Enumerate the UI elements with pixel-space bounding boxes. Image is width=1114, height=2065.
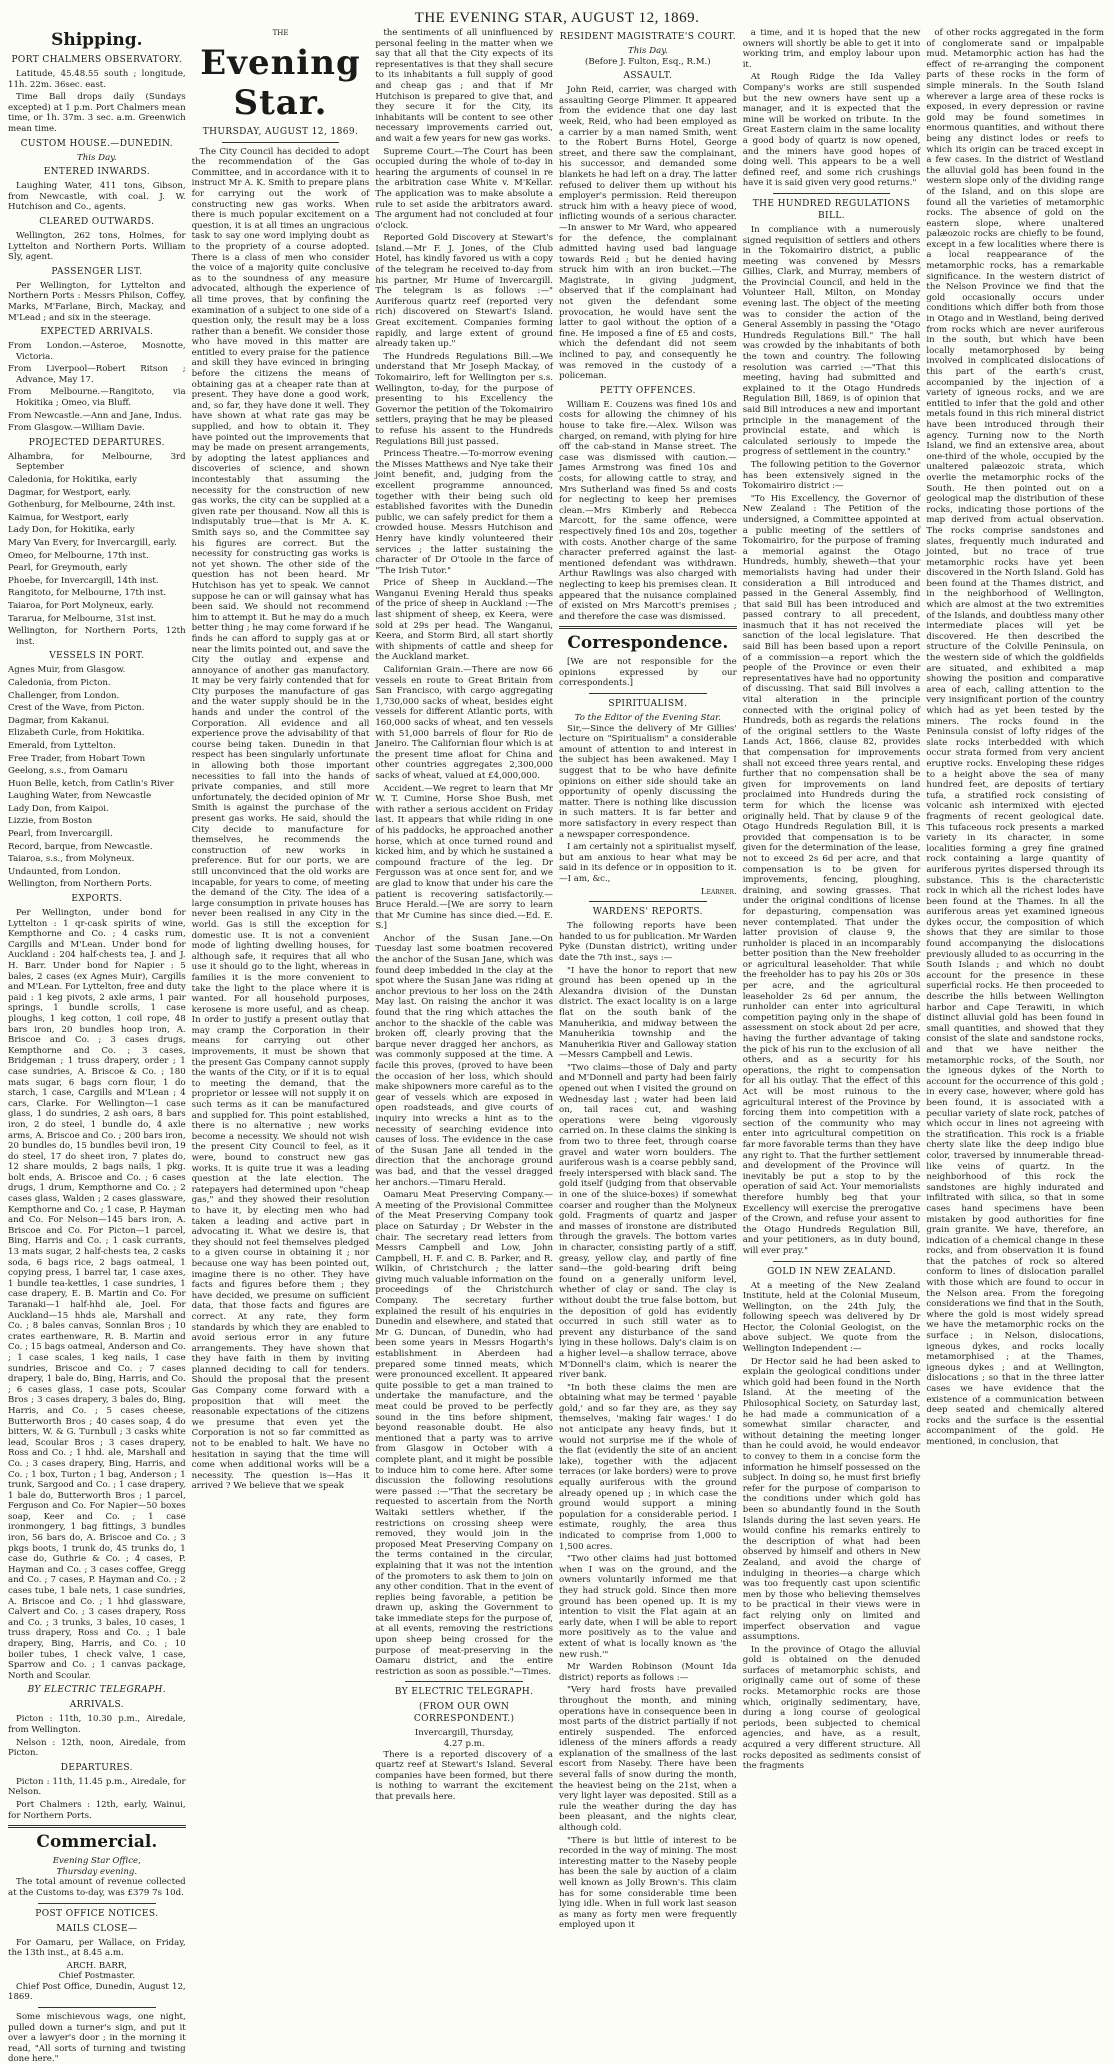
petty-text: William E. Couzens was fined 10s and costs for allowing the chimney of his house to take fire.—Alex. Wilson was charged, on remand, with plying for hire off the cab-stand in Manse street. The case was dismissed with caution.—James Armstrong was fined 10s and costs, for allowing cattle to stray, and Mrs Sutherland was fined 5s and costs for neglecting to keep her premises clean.—Mrs Kimberly and Rebecca Marcott, for the same offence, were respectively fined 10s and 20s, together with costs. Another charge of the same character preferred against the last-mentioned defendant was withdrawn. Arthur Rawlings was also charged with neglecting to keep his premises clean. It appeared that the nuisance complained of existed on Mrs Marcott's premises ; and therefore the case was dismissed.: [559, 399, 737, 622]
wags-anecdote: Some mischievous wags, one night, pulled down a turner's sign, and put it over a lawyer's door ; in the morning it read, "All sorts of turning and twisting done here.": [8, 2012, 186, 2065]
list-item: Geelong, s.s., from Oamaru: [8, 766, 128, 777]
list-item: From Melbourne.—Rangitoto, via Hokitika ; Omeo, via Bluff.: [8, 387, 186, 409]
projected-list: [8, 452, 186, 648]
news-items: [375, 28, 553, 1677]
divider: [38, 2007, 156, 2008]
projected-heading: PROJECTED DEPARTURES.: [28, 437, 165, 448]
commercial-title: Commercial.: [36, 1832, 158, 1853]
divider: [773, 193, 891, 194]
expected-heading: EXPECTED ARRIVALS.: [40, 327, 154, 338]
list-item: Taiaroa, for Port Molyneux, early.: [8, 600, 154, 611]
list-item: Omeo, for Melbourne, 17th inst.: [8, 550, 149, 561]
post-office-date: Chief Post Office, Dunedin, August 12, 1869.: [8, 1981, 186, 2003]
spiritualism-text-2: I am certainly not a spiritualist myself, but am anxious to hear what may be said in its defence or in opposition to it.—I am, &c.,: [559, 842, 737, 884]
exports-heading: EXPORTS.: [71, 894, 123, 905]
paragraph: Price of Sheep in Auckland.—The Wanganui Evening Herald thus speaks of the price of sheep in Auckland :—The last shipment of sheep, ex Keera, were sold at 29s per head. The Wanganui, Keera, and Storm Bird, all start shortly with shipments of cattle and sheep for the Auckland market.: [375, 578, 554, 663]
star-date: Thursday evening.: [56, 1866, 138, 1877]
time-ball-text: Time Ball drops daily (Sundays excepted) at 1 p.m. Port Chalmers mean time, or 1h. 37m. 3 sec. a.m. Greenwich mean time.: [8, 92, 186, 134]
paragraph: Californian Grain.—There are now 66 vessels en route to Great Britain from San Francisco, with cargo aggregating 1,730,000 sacks of wheat, besides eight vessels for different Atlantic ports, with 160,000 sacks of wheat, and ten vessels with 51,000 barrels of flour for Rio de Janeiro. The Californian flour which is at the present time afloat for China and other countries aggregates 2,300,000 sacks of wheat, valued at £4,000,000.: [375, 665, 554, 781]
list-item: Dagmar, from Kakanui.: [8, 715, 110, 726]
court-before: (Before J. Fulton, Esq., R.M.): [585, 56, 711, 67]
column-6: [926, 28, 1104, 1538]
column-5: [742, 28, 921, 1772]
hundred-text: [743, 225, 921, 1257]
paragraph: Princess Theatre.—To-morrow evening the Misses Matthews and Nye take their joint benefit, and, judging from the excellent programme announced, together with their being such old established favorites with the Dunedin public, we can safely predict for them a crowded house. Messrs Hutchison and Henry have kindly volunteered their services ; the latter sustaining the character of Dr O'toole in the farce of "The Irish Tutor.": [375, 449, 554, 576]
hundred-heading: THE HUNDRED REGULATIONS BILL.: [752, 198, 911, 221]
paragraph: In the province of Otago the alluvial gold is obtained on the denuded surfaces of metamorphic schists, and originally came out of some of these rocks. Metamorphic rocks are those which, originally sedimentary, have, during a long course of geological periods, been subjected to chemical agencies, and have, as a result, acquired a very different structure. All rocks deposited as sediments consist of the fragments: [742, 1644, 921, 1772]
telegraph-text: There is a reported discovery of a quartz reef at Stewart's Island. Several companies have been formed, but there is nothing to warrant the excitement that prevails here.: [375, 1749, 554, 1802]
paragraph: the sentiments of all uninfluenced by personal feeling in the matter when we say that all that the City expects of its representatives is that they shall secure to its inhabitants a full supply of good and cheap gas ; and that if Mr Hutchison is prepared to give that, and they secure it for the City, its inhabitants will be content to see other necessary improvements carried out, and wait a few years for new gas works.: [375, 28, 554, 144]
paragraph: The City Council has decided to adopt the recommendation of the Gas Committee, and in accordance with it to instruct Mr A. K. Smith to prepare plans for carrying out the work of constructing new gas works. When there is much popular excitement on a question, it is at all times an ungracious task to say one word implying doubt as to the propriety of a course adopted. There is a class of men who consider the voice of a majority quite conclusive as to the soundness of any measure advocated, although the experience of all time proves, that by confining the examination of a subject to one side of a question only, the result may be a loss rather than a benefit. We consider those who have moved in this matter are entitled to every praise for the patience and skill they have evinced in bringing before the citizens the means of obtaining gas at a cheaper rate than at present. They have done a good work, and, so far, they have done it well. They have shown at what rate gas may be supplied, and how to obtain it. They have pointed out the improvements that may be made on present arrangements, by adopting the latest appliances and discoveries of science, and shown incontestably that assuming the necessity for the construction of new gas works, the city can be supplied at a given rate per thousand. Now all this is indisputably true—that is Mr A. K. Smith says so, and the Committee say his figures are correct. But the necessity for constructing gas works is not yet shown. The other side of the question has not been heard. Mr Hutchison has yet to speak. We cannot suppose he can or will gainsay what has been said. We should not recommend him to attempt it. But he may do a much better thing ; he may come forward if he finds he can afford to supply gas at or near the limits pointed out, and save the City the outlay and expense and annoyance of another gas manufactory. It may be very fairly contended that for City purposes the manufacture of gas and the water supply should be in the hands and under the control of the Corporation. All evidence and all experience prove the advisability of that course being taken. Dunedin in that respect has been singularly unfortunate in allowing both those important necessities to fall into the hands of private companies, and still more unfortunately, the decided opinion of Mr Smith is against the purchase of the present gas works. He said, should the City decide to manufacture for themselves, he recommends the construction of new works in preference. But for our ports, we are still unconvinced that the old works are incapable, for years to come, of meeting the demand of the City. The idea of a large consumption in private houses has never been realised in any City in the world. Gas is still the exception for domestic use. It is not a convenient mode of lighting dwelling houses, for although safe, it requires that all who use it should go to the light, whereas in families it is the more convenient to take the light to the place where it is wanted. For all household purposes, kerosene is more useful, and as cheap. In order to justify a present outlay that may cramp the Corporation in their means for carrying out other improvements, it must be shown that the present Gas Company cannot supply the wants of the City, or if it is to equal to meeting the demand, that the proprietor or lessee will not supply it on such terms as it can be manufactured and supplied for. This point established, there is no alternative ; new works become a necessity. We should not wish the present City Council to feel, as it were, bound to construct new gas works. It is quite true it was a leading question at the late election. The ratepayers had determined upon "cheap gas," and they showed their resolution to have it, by electing men who had taken a leading and active part in advocating it. What we desire is, that they should not feel themselves pledged to a given course in obtaining it ; nor because one way has been pointed out, imagine there is no other. They have facts and figures before them ; they have decided, we presume on sufficient data, that those facts and figures are correct. At any rate, they form standards by which they are enabled to avoid serious error in any future arrangements. They have shown that they have faith in them by inviting planned deciding to call for tenders. Should the proposal that the present Gas Company come forward with a proposition that will meet the reasonable expectations of the citizens we presume that even yet the Corporation is not so far committed as not to be enabled to halt. We have no hesitation in saying that the time will come when additional works will be a necessity. The question is—Has it arrived ? We believe that we speak: [191, 146, 370, 1492]
mails-text: For Oamaru, per Wallace, on Friday, the 13th inst., at 8.45 a.m.: [8, 1937, 186, 1959]
column-1: [8, 28, 186, 2065]
vessels-list: [8, 665, 186, 890]
entered-heading: ENTERED INWARDS.: [43, 167, 150, 178]
telegraph-time: 4.27 p.m.: [443, 1739, 485, 1750]
list-item: Record, barque, from Newcastle.: [8, 841, 153, 852]
paragraph: At a meeting of the New Zealand Institute, held at the Colonial Museum, Wellington, on the 24th July, the following speech was delivered by Dr Hector, the Colonial Geologist, on the above subject. We quote from the Wellington Independent :—: [742, 1280, 921, 1355]
divider: [589, 693, 707, 694]
list-item: Elizabeth Curle, from Hokitika.: [8, 728, 145, 739]
paragraph: Supreme Court.—The Court has been occupied during the whole of to-day in hearing the arguments of counsel in re the arbitration case White v. M'Kellar. The application was to make absolute a rule to set aside the arbitrators award. The argument had not concluded at four o'clock.: [375, 146, 554, 231]
list-item: Alhambra, for Melbourne, 3rd September: [8, 451, 186, 473]
paragraph: At Rough Ridge the Ida Valley Company's works are still suspended but the new owners have sent up a manager, and it is expected that the mine will be worked on tribute. In the Great Eastern claim in the same locality a good body of quartz is now opened, and the miners have good hopes of doing well. This appears to be a well defined reef, and some rich crushings have it is said given very good returns.": [742, 72, 921, 189]
correspondent-note: (FROM OUR OWN CORRESPONDENT.): [413, 1702, 515, 1725]
list-item: Dagmar, for Westport, early.: [8, 487, 131, 498]
expected-list: [8, 341, 186, 434]
postmaster-title: Chief Postmaster.: [58, 1971, 136, 1982]
telegraph-heading: BY ELECTRIC TELEGRAPH.: [27, 1685, 167, 1696]
exports-text: Per Wellington, under bond for Lyttelton : 1 qr-cask spirits of wine, Kempthorne and Co. ; 4 casks rum, Cargills and M'Lean. Under bond for Auckland : 204 half-chests tea, J. and J. H. Barr. Under bond for Napier : 5 bales, 2 cases (ex Agnes Muir), Cargills and M'Lean. For Lyttelton, free and duty paid : 1 keg pivots, 2 axle arms, 1 pair springs, 1 bundle scrolls, 1 case ploughs, 1 keg cotton, 1 coil rope, 48 bars iron, 20 bundles hoop iron, A. Briscoe and Co. ; 3 cases drugs, Kempthorne and Co. ; 3 cases, Bridgeman ; 1 truss drapery, order ; 1 case sundries, A. Briscoe & Co. ; 180 mats sugar, 6 bags corn flour, 1 do starch, 1 case, Cargills and M'Lean ; 4 cars, Clarke. For Wellington—1 case glass, 1 do sundries, 2 ash oars, 8 bars iron, 2 do steel, 1 bundle do, 4 axle arms, A. Briscoe and Co. ; 200 bars iron, 20 bundles do, 15 bundles bevil iron, 19 do steel, 17 do sheet iron, 7 plates do, 12 share moulds, 2 bags nails, 1 pkg. bolt ends, A. Briscoe and Co. ; 6 cases drugs, 1 drum, Kempthorne and Co. ; 2 cases glass, Walden ; 2 cases glassware, Kempthorne and Co. ; 1 case, P. Hayman and Co. For Nelson—145 bars iron, A. Briscoe and Co. For Picton—1 parcel, Bing, Harris and Co. ; 1 cask currants, 13 mats sugar, 2 half-chests tea, 2 casks soda, 6 bags rice, 2 bags oatmeal, 1 copying press, 1 barrel tar, 1 case axes, 1 bundle tea-kettles, 1 case sundries, 1 case drapery, E. B. Martin and Co. For Taranaki—1 half-hhd ale, Joel. For Auckland—15 hhds ale, Marshall and Co. ; 8 bales canvas, Sonnlan Bros ; 10 crates earthenware, R. B. Martin and Co. ; 15 bags oatmeal, Anderson and Co. ; 1 case scales, 1 keg nails, 1 case sundries, Briscoe and Co. ; 7 cases drapery, 1 bale do, Bing, Harris, and Co. ; 6 cases glass, 1 case pots, Scoular Bros ; 3 cases drapery, 3 bales do, Bing, Harris, and Co. ; 5 cases cheese, Butterworth Bros ; 40 cases soap, 4 do bitters, W. & G. Turnbull ; 3 casks white lead, Scoular Bros ; 3 cases drapery, Ross and Co. ; 1 hhd. ale, Marshall and Co. ; 3 cases drapery, Bing, Harris, and Co. ; 1 box, Turton ; 1 bag, Anderson ; 1 trunk, Sargood and Co. ; 1 case drapery, 1 bale do, Butterworth Bros ; 1 parcel, Ferguson and Co. For Napier—50 boxes soap, Keer and Co. ; 1 case ironmongery, 1 bag fittings, 3 bundles iron, 56 bars do, A. Briscoe and Co. ; 3 pkgs boots, 1 trunk do, 45 trunks do, 1 case do, Guthrie & Co. ; 4 cases, P. Hayman and Co. ; 3 cases coffee, Gregg and Co. ; 7 cases, P. Hayman and Co. ; 2 cases tube, 1 bale nets, 1 case sundries, A. Briscoe and Co. ; 1 hhd glassware, Calvert and Co. ; 3 cases drapery, Ross and Co. ; 3 trunks, 3 bales, 10 cases, 1 truss drapery, Ross and Co. ; 1 bale drapery, Bing, Harris, and Co. ; 10 boiler tubes, 1 check valve, 1 case, Sparrow and Co. ; 1 canvas package, North and Scoular.: [8, 908, 186, 1681]
list-item: From London.—Asteroe, Mosnotte, Victoria.: [8, 341, 186, 362]
masthead-the: THE: [272, 29, 289, 37]
list-item: Pearl, from Invercargill.: [8, 829, 113, 840]
list-item: Challenger, from London.: [8, 690, 120, 701]
assault-heading: ASSAULT.: [623, 71, 673, 82]
divider: [38, 1903, 156, 1904]
observatory-heading: PORT CHALMERS OBSERVATORY.: [11, 55, 183, 65]
divider: [222, 142, 340, 143]
this-day: This Day.: [77, 152, 117, 163]
paragraph: of other rocks aggregated in the form of conglomerate sand or impalpable mud. Metamorphic action has had the effect of re-arranging the component parts of these rocks in the form of simple minerals. In the South Island wherever a large area of these rocks is exposed, in every depression or ravine gold may be found sometimes in enormous quantities, and without there being any distinct lodes or reefs to which its origin can be traced except in a few cases. In the district of Westland the alluvial gold has been found in the western slope only of the dividing range of the Island, and on this slope are found all the varieties of metamorphic rocks. The absence of gold on the eastern slope, where unaltered palæozoic rocks are chiefly to be found, except in a few localities where there is a local reappearance of the metamorphic rocks, has a remarkable significance. In the western district of the Nelson Province we find that the gold occasionally occurs under conditions which differ both from those in Otago and in Westland, being derived from rocks which are never auriferous in the south, but which have been locally metamorphosed by being involved in complicated dislocations of this part of the earth's crust, accompanied by the injection of a variety of igneous rocks, and we are entitled to infer that the gold and other metals found in this rich mineral district have been introduced through their agency. Turning now to the North Island, we find an extensive area, about one-third of the whole, occupied by the unaltered palæozoic strata, which overlie the metamorphic rocks of the South. He then pointed out on a geological map the distribution of these rocks, indicating those portions of the map derived from actual observation. The rocks comprise sandstones and slates, frequently much indurated and jointed, but no trace of true metamorphic rocks have yet been discovered in the North Island. Gold has been found at the Thames district, and in the neighborhood of Wellington, which are almost at the two extremities of the Islands, and doubtless many other intermediate places will yet be discovered. He then described the structure of the Colville Peninsula, on the western side of which the goldfields are situated, and exhibited a map showing the position and comparative area of each, calling attention to the very insignificant portion of the country which had as yet been tested by the miners. The rocks found in the Peninsula consist of lofty ridges of the slate rocks interbedded with which occur strata formed from very ancient eruptive rocks. Enveloping these ridges to a height above the sea of many hundred feet, are deposits of tertiary tufa, a stratified rock consisting of volcanic ash intermixed with ejected fragments of recent geological date. This tufaceous rock presents a marked variety in its character, in some localities forming a grey fine grained rock containing a large quantity of auriferous pyrites dispersed through its substance. This is the characteristic rock in which all the richest lodes have been found at the Thames. In all the auriferous areas yet examined igneous dykes occur, the composition of which shows that they are similar to those found accompanying the dislocations previously alluded to as occurring in the South Islands ; and which no doubt account for the presence in these superficial rocks. He then proceeded to describe the hills between Wellington harbor and Cape Terawiti, in which distinct alluvial gold has been found in small quantities, and showed that they consist of the slate and sandstone rocks, and that we have neither the metamorphic rocks, of the South, nor the igneous dykes of the North to account for the occurrence of this gold ; in every case, however, where gold has been found, it is associated with a peculiar variety of slate rock, patches of which occur in lines not agreeing with the stratification. This rock is a friable cherty slate like the deep indigo blue color, traversed by innumerable thread-like veins of quartz. In the neighborhood of this rock the sandstones are highly indurated and infiltrated with silica, so that in some cases hand specimens have been mistaken by good authorities for fine grain granite. We have, therefore, an indication of a chemical change in these rocks, and from observation it is found that the patches of rock so altered conform to lines of dislocation parallel with those which are found to occur in the Nelson area. From the foregoing considerations we find that in the South, where the gold is most widely spread we have the metamorphic rocks on the surface ; in Nelson, dislocations, igneous dykes, and rocks locally metamorphised ; at the Thames, igneous dykes ; and at Wellington, dislocations ; so that in the three latter cases we have evidence that the existence of a communication between deep seated and chemically altered rocks and the surface is the essential accompaniment of the gold. He mentioned, in conclusion, that: [926, 28, 1105, 1447]
assault-text: John Reid, carrier, was charged with assaulting George Plimmer. It appeared from the evidence that one day last week, Reid, who had been employed as a carrier by a man named Smith, went to the Robert Burns Hotel, George street, and there saw the complainant, his successor, and demanded some blankets he had left on a dray. The latter refused to deliver them up without his employer's permission. Reid thereupon struck him with a heavy piece of wood, inflicting wounds of a serious character.—In answer to Mr Ward, who appeared for the defence, the complainant admitted having used bad language towards Reid ; but he denied having struck him with an iron bucket.—The Magistrate, in giving judgment, observed that if the complainant had not given the defendant some provocation, he would have sent the latter to gaol without the option of a fine. He imposed a fine of £5 and costs, which the defendant did not seem inclined to pay, and consequently he was removed in the custody of a policeman.: [559, 85, 737, 382]
cleared-heading: CLEARED OUTWARDS.: [39, 216, 155, 227]
postmaster-name: ARCH. BARR,: [66, 1960, 128, 1971]
masthead-title: Evening Star.: [200, 42, 361, 123]
passenger-text: Per Wellington, for Lyttelton and Northern Ports : Messrs Philson, Coffey, Marks, M'Farlane, Birch, Mackay, and M'Lead ; and six in the steerage.: [8, 280, 186, 323]
star-office: Evening Star Office,: [52, 1856, 141, 1867]
paragraph: Reported Gold Discovery at Stewart's Island.—Mr F. J. Jones, of the Club Hotel, has kindly favored us with a copy of the telegram he received to-day from his partner, Mr Hume of Invercargill. The telegram is as follows :—" Auriferous quartz reef (reported very rich) discovered on Stewart's Island. Great excitement. Companies forming rapidly, and large extent of ground already taken up.": [375, 233, 554, 350]
list-item: Huon Belle, ketch, from Catlin's River: [8, 778, 174, 789]
passenger-heading: PASSENGER LIST.: [51, 266, 143, 277]
court-heading: RESIDENT MAGISTRATE'S COURT.: [559, 32, 736, 42]
wardens-heading: WARDENS' REPORTS.: [592, 907, 703, 918]
list-item: Mary Van Every, for Invercargill, early.: [8, 538, 177, 548]
list-item: Free Trader, from Hobart Town: [8, 753, 146, 764]
spiritualism-heading: SPIRITUALISM.: [608, 699, 688, 710]
paragraph: "Two claims—those of Daly and party and M'Donnell and party had been fairly opened out when I visited the ground on Wednesday last ; water had been laid on, tail races cut, and washing operations were being vigorously carried on. In these claims the sinking is from two to three feet, through coarse gravel and water worn boulders. The auriferous wash is a coarse pebbly sand, freely interspersed with black sand. The gold itself (judging from that observable in one of the sluice-boxes) if somewhat coarser and rougher than the Molyneux gold. Fragments of quartz and jasper and masses of ironstone are distributed through the gravels. The bottom varies in character, consisting partly of a stiff, greasy, yellow clay, and partly of fine sand—the gold-bearing drift being found on a generally uniform level, whether of clay or sand. The clay is without doubt the true false bottom, but the deposition of gold has evidently occurred in such still water as to prevent any disturbance of the sand lying in these hollows. Daly's claim is on a higher level—a shallow terrace, above M'Donnell's claim, which is nearer the river bank.: [559, 1062, 737, 1381]
list-item: Kaimua, for Westport, early: [8, 512, 129, 523]
paragraph: "Very hard frosts have prevailed throughout the month, and mining operations have in consequence been in most parts of the district partially if not entirely suspended. The enforced idleness of the miners affords a ready explanation of the smallness of the last escort from Naseby. There have been several falls of snow during the month, the heaviest being on the 21st, when a very light layer was deposited. Still as a rule the weather during the day has been pleasant, and the nights clear, although cold.: [559, 1685, 737, 1834]
list-item: Phoebe, for Invercargill, 14th inst.: [8, 575, 159, 586]
list-item: Wellington, from Northern Ports.: [8, 879, 153, 890]
list-item: Gothenburg, for Melbourne, 24th inst.: [8, 500, 176, 511]
entered-text: Laughing Water, 411 tons, Gibson, from Newcastle, with coal. J. W. Hutchison and Co., agents.: [8, 181, 186, 213]
list-item: Lizzie, from Boston: [8, 816, 93, 827]
list-item: From Glasgow.—William Davie.: [8, 423, 145, 434]
paragraph: "There is but little of interest to be recorded in the way of mining. The most interesting matter to the Naseby people has been the sale by auction of a claim well known as Jolly Brown's. This claim has for some considerable time been lying idle. When in full work last season as many as forty men were frequently employed upon it: [559, 1835, 737, 1931]
arrivals-heading: ARRIVALS.: [69, 1700, 124, 1711]
column-2: [192, 28, 370, 1538]
list-item: Undaunted, from London.: [8, 866, 121, 877]
to-editor: To the Editor of the Evening Star.: [574, 713, 721, 724]
editorial: [192, 147, 370, 1492]
paragraph: In compliance with a numerously signed requisition of settlers and others in the Tokomairiro district, a public meeting was convened by Messrs Gillies, Clark, and Murray, members of the Provincial Council, and held in the Volunteer Hall, Milton, on Monday evening last. The object of the meeting was to consider the action of the General Assembly in passing the "Otago Hundreds Regulations Bill." The hall was crowded by the inhabitants of both the town and country. The following resolution was carried :—"That this meeting, having had submitted and explained to it the Otago Hundreds Regulation Bill, 1869, is of opinion that said Bill introduces a new and important principle in the management of the provincial estate, and which is calculated seriously to impede the progress of settlement in the country.": [742, 224, 921, 458]
paragraph: Anchor of the Susan Jane.—On Tuesday last some boatmen recovered the anchor of the Susan Jane, which was found deep imbedded in the clay at the spot where the Susan Jane was riding at anchor previous to her loss on the 24th May last. On raising the anchor it was found that the ring which attaches the anchor to the shackle of the cable was broken off, clearly proving that the barque never dragged her anchors, as was commonly supposed at the time. A facile this proves, (proved to have been the occasion of her loss, which should make shipowners more careful as to the gear of vessels which are exposed in open roadsteads, and give courts of inquiry into wrecks a hint as to the necessity of searching evidence into causes of loss. The evidence in the case of the Susan Jane all tended in the direction that the anchorage ground was bad, and that the vessel dragged her anchors.—Timaru Herald.: [375, 933, 554, 1188]
customs-heading: CUSTOM HOUSE.—DUNEDIN.: [20, 138, 174, 149]
paragraph: "Two other claims had just bottomed when I was on the ground, and the owners voluntarily informed me that they had struck gold. Since then more ground has been opened up. It is my intention to visit the Flat again at an early date, when I will be able to report more positively as to the value and extent of what is locally known as 'the new rush.'": [559, 1554, 737, 1660]
divider: [405, 1681, 523, 1682]
correspondence-note: [We are not responsible for the opinions expressed by our correspondents.]: [559, 657, 737, 689]
paragraph: Mr Warden Robinson (Mount Ida district) reports as follows :—: [559, 1662, 737, 1683]
court-this-day: This Day.: [628, 46, 668, 56]
list-item: From Liverpool—Robert Ritson ; Advance, May 17.: [8, 364, 186, 385]
post-office-heading: POST OFFICE NOTICES.: [35, 1908, 159, 1919]
list-item: Rangitoto, for Melbourne, 17th inst.: [8, 588, 167, 599]
petty-heading: PETTY OFFENCES.: [599, 385, 696, 396]
column-3: [375, 28, 554, 1802]
list-item: Emerald, from Lyttelton.: [8, 740, 116, 751]
paragraph: a time, and it is hoped that the new owners will shortly be able to get it into working trim, and employ labour upon it.: [742, 28, 921, 70]
list-item: Wellington, for Northern Ports, 12th inst.: [8, 626, 186, 647]
divider: [589, 901, 707, 902]
arrivals-text: Picton : 11th, 10.30 p.m., Airedale, from Wellington.: [8, 1714, 186, 1735]
correspondence-title: Correspondence.: [567, 633, 729, 654]
masthead-date: THURSDAY, AUGUST 12, 1869.: [202, 126, 359, 137]
paragraph: The following petition to the Governor has been extensively signed in the Tokomairiro district :—: [742, 459, 921, 492]
paragraph: "I have the honor to report that new ground has been opened up in the Alexandra division of the Dunstan district. The exact locality is on a large flat on the south bank of the Manuherikia, and midway between the Manuherikia township and the Manuherikia River and Galloway station—Messrs Campbell and Lewis.: [559, 965, 737, 1061]
gold-heading: GOLD IN NEW ZEALAND.: [767, 1266, 896, 1277]
list-item: Taiaroa, s.s., from Molyneux.: [8, 854, 135, 865]
list-item: Lady Don, for Hokitika, early: [8, 525, 135, 536]
list-item: Pearl, for Greymouth, early: [8, 563, 128, 574]
spiritualism-text: Sir,—Since the delivery of Mr Gillies' lecture on "Spiritualism" a considerable amount of attention to and interest in the subject has been awakened. May I suggest that to be who have definite opinions on either side should take an opportunity of openly discussing the matter. There is nothing like discussion in such matters. It is far better and more satisfactory in every respect than a newspaper correspondence.: [559, 723, 737, 840]
paragraph: The Hundreds Regulations Bill.—We understand that Mr Joseph Mackay, of Tokomairiro, left for Wellington per s.s. Wellington, to-day, for the purpose of presenting to his Excellency the Governor the petition of the Tokomairiro settlers, praying that he may be pleased to refuse his assent to the Hundreds Regulations Bill just passed.: [375, 351, 554, 447]
observatory-text: Latitude, 45.48.55 south ; longitude, 11h. 22m. 36sec. east.: [8, 69, 186, 90]
departures-text: Picton : 11th, 11.45 p.m., Airedale, for Nelson.: [8, 1776, 186, 1798]
paragraph: "To His Excellency, the Governor of New Zealand : The Petition of the undersigned, a Committee appointed at a public meeting of the settlers of Tokomairiro, for the purpose of framing a memorial against the Otago Hundreds, humbly, sheweth—that your memorialists having had under their consideration a Bill introduced and passed in the General Assembly, find that said Bill has been introduced and passed contrary to all precedent, inasmuch that it has not received the sanction of the local legislature. That said Bill has been based upon a report of a commission—a report which the people of the Province or even their representatives have had no opportunity of discussing. That said Bill involves a vital alteration in the principle connected with the original policy of Hundreds, both as regards the relations of the original settlers to the Waste Lands Act, 1866, clause 82, provides that compensation for improvements shall not exceed three years rental, and further that no compensation shall be given for improvements on land proclaimed into Hundreds during the term for which the license was originally held. That by clause 9 of the Otago Hundreds Regulation Bill, it is provided that compensation is to be given for the determination of the lease, not to exceed 2s 6d per acre, and that compensation is to be given for improvements, fencing, ploughing, draining, and sowing grasses. That under the original conditions of license for depasturing, compensation was never contemplated. That under the latter provision of clause 9, the runholder is placed in an incomparably better position than the New freeholder or agricultural leaseholder. That while the freeholder has to pay his 20s or 30s per acre, and the agricultural leaseholder 2s 6d per annum, the runholder can enter into agricultural competition paying only in the shape of assessment on stock about 2d per acre, having the further advantage of taking the pick of his run to the exclusion of all others, and as a security for his operations, the right to compensation for all his outlay. That the effect of this Act will be most ruinous to the agricultural interest of the Province by forcing them into competition with a section of the community who may enter into agricultural competition on far more favorable terms than they have any right to. That the further settlement and development of the Province will inevitably be put a stop to by the operation of said Act. Your memorialists therefore humbly beg that your Excellency will exercise the prerogative of the Crown, and refuse your assent to the Otago Hundreds Regulation Bill, and your petitioners, as in duty bound, will ever pray.": [742, 493, 921, 1256]
paragraph: Dr Hector said he had been asked to explain the geological conditions under which gold had been found in the North Island. At the meeting of the Philosophical Society, on Saturday last, he had made a communication of a somewhat similar character, and without detaining the meeting longer than he could avoid, he would endeavor to convey to them in a concise form the information he himself possessed on the subject. In doing so, he must first briefly refer for the purpose of comparison to the conditions under which gold has been so abundantly found in the South Islands during the last seven years. He would confine his remarks entirely to the description of what had been observed by himself and others in New Zealand, and avoid the charge of indulging in theories—a charge which was too frequently cast upon scientific men by those who believing themselves to be practical in their views were in fact relying only on limited and imperfect observation and vague assumptions.: [742, 1356, 921, 1643]
telegraph-place: Invercargill, Thursday,: [414, 1728, 514, 1739]
list-item: Caledonia, from Picton.: [8, 677, 111, 688]
departures-heading: DEPARTURES.: [60, 1762, 133, 1773]
mails-close: MAILS CLOSE—: [56, 1923, 138, 1934]
divider: [8, 1825, 186, 1828]
list-item: Caledonia, for Hokitika, early: [8, 475, 137, 486]
shipping-title: Shipping.: [51, 30, 143, 50]
customs-revenue: The total amount of revenue collected at the Customs to-day, was £379 7s 10d.: [8, 1877, 186, 1898]
wardens-reports: [559, 966, 737, 1931]
list-item: Agnes Muir, from Glasgow.: [8, 665, 126, 676]
paragraph: "In both these claims the men are obtaining what may be termed ' payable gold,' and so far they are, as they say themselves, 'making fair wages.' I do not anticipate any heavy finds, but it would not surprise me if the whole of the flat (evidently the site of an ancient lake), together with the adjacent terraces (or lake borders) were to prove equally auriferous with the ground already opened up ; in which case the ground would support a mining population for a considerable period. I estimate, roughly, the area thus indicated to comprise from 1,000 to 1,500 acres.: [559, 1382, 737, 1552]
gold-continued: [926, 28, 1104, 1448]
wardens-continued: [743, 28, 921, 189]
spiritualism-signature: Learner.: [700, 886, 737, 897]
list-item: Crest of the Wave, from Picton.: [8, 703, 145, 714]
list-item: From Newcastle.—Ann and Jane, Indus.: [8, 410, 182, 421]
cleared-text: Wellington, 262 tons, Holmes, for Lyttelton and Northern Ports. William Sly, agent.: [8, 230, 186, 263]
paragraph: Oamaru Meat Preserving Company.—A meeting of the Provisional Committee of the Meat Preserving Company took place on Saturday ; Dr Webster in the chair. The secretary read letters from Messrs Campbell and Low, John Campbell, H. F. and C. B. Parker, and R. Wilkin, of Christchurch ; the latter giving much valuable information on the proceedings of the Christchurch Company. The secretary further explained the result of his enquiries in Dunedin and elsewhere, and stated that Mr G. Duncan, of Dunedin, who had been some years in Messrs Hogarth's establishment in Aberdeen had prepared some tinned meats, which were pronounced excellent. It appeared quite possible to get a man trained to undertake the manufacture, and the meat could be proved to be perfectly sound in the tins before shipment, beyond reasonable doubt. He also mentioned that a party was to arrive from Glasgow in October with a complete plant, and it might be possible to induce him to come here. After some discussion the following resolutions were passed :—"That the secretary be requested to ascertain from the North Waitaki settlers whether, if the restrictions on crossing sheep were removed, they would join in the proposed Meat Preserving Company on the terms contained in the circular, explaining that it was not the intention of the promoters to ask them to join on any other condition. That in the event of replies being favorable, a petition be drawn up, asking the Government to take immediate steps for the purpose of, at all events, removing the restrictions upon sheep being crossed for the purpose of meat-preserving in the Oamaru district, and the entire restriction as soon as possible."—Times.: [375, 1190, 554, 1677]
divider: [773, 1261, 891, 1262]
divider: [559, 626, 737, 629]
arrivals-text-2: Nelson : 12th, noon, Airedale, from Picton.: [8, 1737, 186, 1759]
list-item: Lady Don, from Kaipoi.: [8, 803, 109, 814]
column-4: [559, 28, 737, 1931]
vessels-heading: VESSELS IN PORT.: [49, 651, 145, 662]
list-item: Tararua, for Melbourne, 31st inst.: [8, 613, 157, 624]
gold-text: [743, 1281, 921, 1772]
paragraph: Accident.—We regret to learn that Mr W. T. Cumine, Horse Shoe Bush, met with rather a serious accident on Friday last. It appears that while riding in one of his paddocks, he approached another horse, which at once turned round and kicked him, and by which he sustained a compound fracture of the leg. Dr Fergusson was at once sent for, and we are glad to know that under his care the patient is recovering satisfactorily.—Bruce Herald.—[We are sorry to learn that Mr Cumine has since died.—Ed. E. S.]: [375, 783, 554, 932]
page-header: THE EVENING STAR, AUGUST 12, 1869.: [414, 10, 700, 26]
telegraph-heading: BY ELECTRIC TELEGRAPH.: [394, 1687, 534, 1698]
columns: [8, 28, 1105, 2065]
list-item: Laughing Water, from Newcastle: [8, 791, 152, 802]
departures-text-2: Port Chalmers : 12th, early, Wainui, for Northern Ports.: [8, 1799, 186, 1821]
wardens-intro: The following reports have been handed to us for publication. Mr Warden Pyke (Dunstan district), writing under date the 7th inst., says :—: [559, 921, 737, 963]
